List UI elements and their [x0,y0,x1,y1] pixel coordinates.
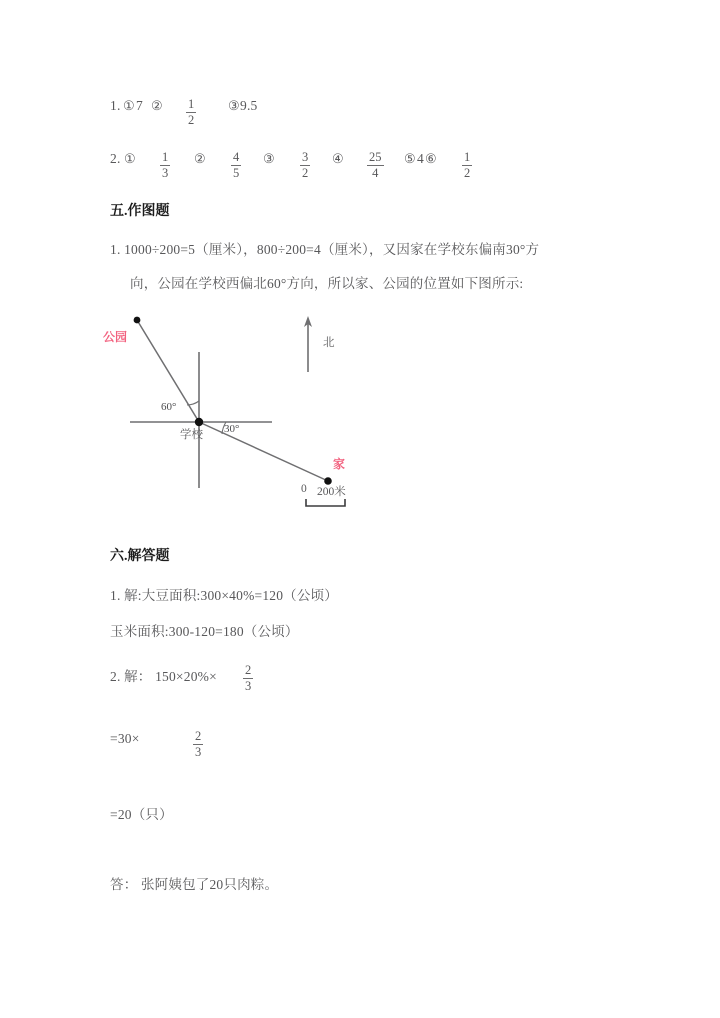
answer-row1-item3-value: 9.5 [240,98,258,113]
answer-row2-item5-marker: ⑤ [404,151,416,166]
answer-row2-item3-fraction [300,150,310,180]
fraction-denominator: 5 [233,166,240,180]
park-point [134,317,141,324]
fraction-denominator: 3 [162,166,169,180]
scale-zero-label: 0 [301,483,307,495]
answer-row1-item1-value: 7 [136,98,143,113]
answer-row2-item2-marker: ② [194,151,206,166]
section-five-line1: 1. 1000÷200=5（厘米），800÷200=4（厘米），又因家在学校东偏南30°方 [110,242,540,257]
fraction-numerator: 2 [245,663,252,677]
answer-row1-number: 1. [110,98,121,113]
fraction-numerator: 2 [195,729,202,743]
section-five-heading: 五.作图题 [110,204,170,219]
answer-row1-item2-marker: ② [151,98,163,113]
angle-60-label: 60° [161,401,177,413]
scale-value-label: 200米 [317,486,346,498]
section-six-p2-answer: 答： 张阿姨包了20只肉粽。 [110,877,279,892]
fraction-numerator: 4 [233,150,240,164]
answer-row2-item1-fraction [160,150,170,180]
answer-row2-item6-marker: ⑥ [425,151,437,166]
north-label: 北 [323,337,335,349]
answer-row2-item4-marker: ④ [332,151,344,166]
answer-row2-item2-fraction [231,150,241,180]
answer-row2-item1-marker: ① [124,151,136,166]
direction-diagram [95,300,395,525]
fraction-numerator: 1 [188,97,195,111]
section-five-line2: 向，公园在学校西偏北60°方向，所以家、公园的位置如下图所示: [130,276,524,291]
answer-row2-item6-fraction [462,150,472,180]
fraction-denominator: 2 [188,113,195,127]
section-six-p1-line2: 玉米面积:300-120=180（公顷） [110,624,299,639]
fraction-numerator: 25 [369,150,382,164]
fraction-numerator: 1 [162,150,169,164]
fraction-numerator: 1 [464,150,471,164]
fraction-denominator: 3 [245,679,252,693]
section-six-p1-line1: 1. 解:大豆面积:300×40%=120（公顷） [110,588,338,603]
fraction-denominator: 3 [195,745,202,759]
diagram-svg [95,300,395,525]
school-to-home-ray [199,422,328,481]
fraction-denominator: 2 [464,166,471,180]
section-six-p2-line2-fraction [193,729,203,759]
answer-row1-item3-marker: ③ [228,98,240,113]
answer-row2-item3-marker: ③ [263,151,275,166]
answer-row2-number: 2. [110,151,121,166]
fraction-denominator: 2 [302,166,309,180]
school-point [195,418,203,426]
section-six-p2-line3: =20（只） [110,807,173,822]
scale-bar [306,499,345,506]
answer-row2-item5-value: 4 [417,151,424,166]
fraction-denominator: 4 [372,166,379,180]
section-six-p2-line1-prefix: 2. 解： 150×20%× [110,669,217,684]
answer-row1-item1-marker: ① [123,98,135,113]
section-six-p2-line1-fraction [243,663,253,693]
section-six-heading: 六.解答题 [110,549,170,564]
section-six-p2-line2-prefix: =30× [110,731,140,746]
home-label: 家 [333,457,346,471]
fraction-numerator: 3 [302,150,309,164]
angle-30-label: 30° [224,423,240,435]
angle-arc-60 [187,401,199,405]
park-label: 公园 [103,330,128,344]
school-label: 学校 [180,429,203,441]
answer-row2-item4-fraction [367,150,384,180]
answer-row1-item2-fraction [186,97,196,127]
